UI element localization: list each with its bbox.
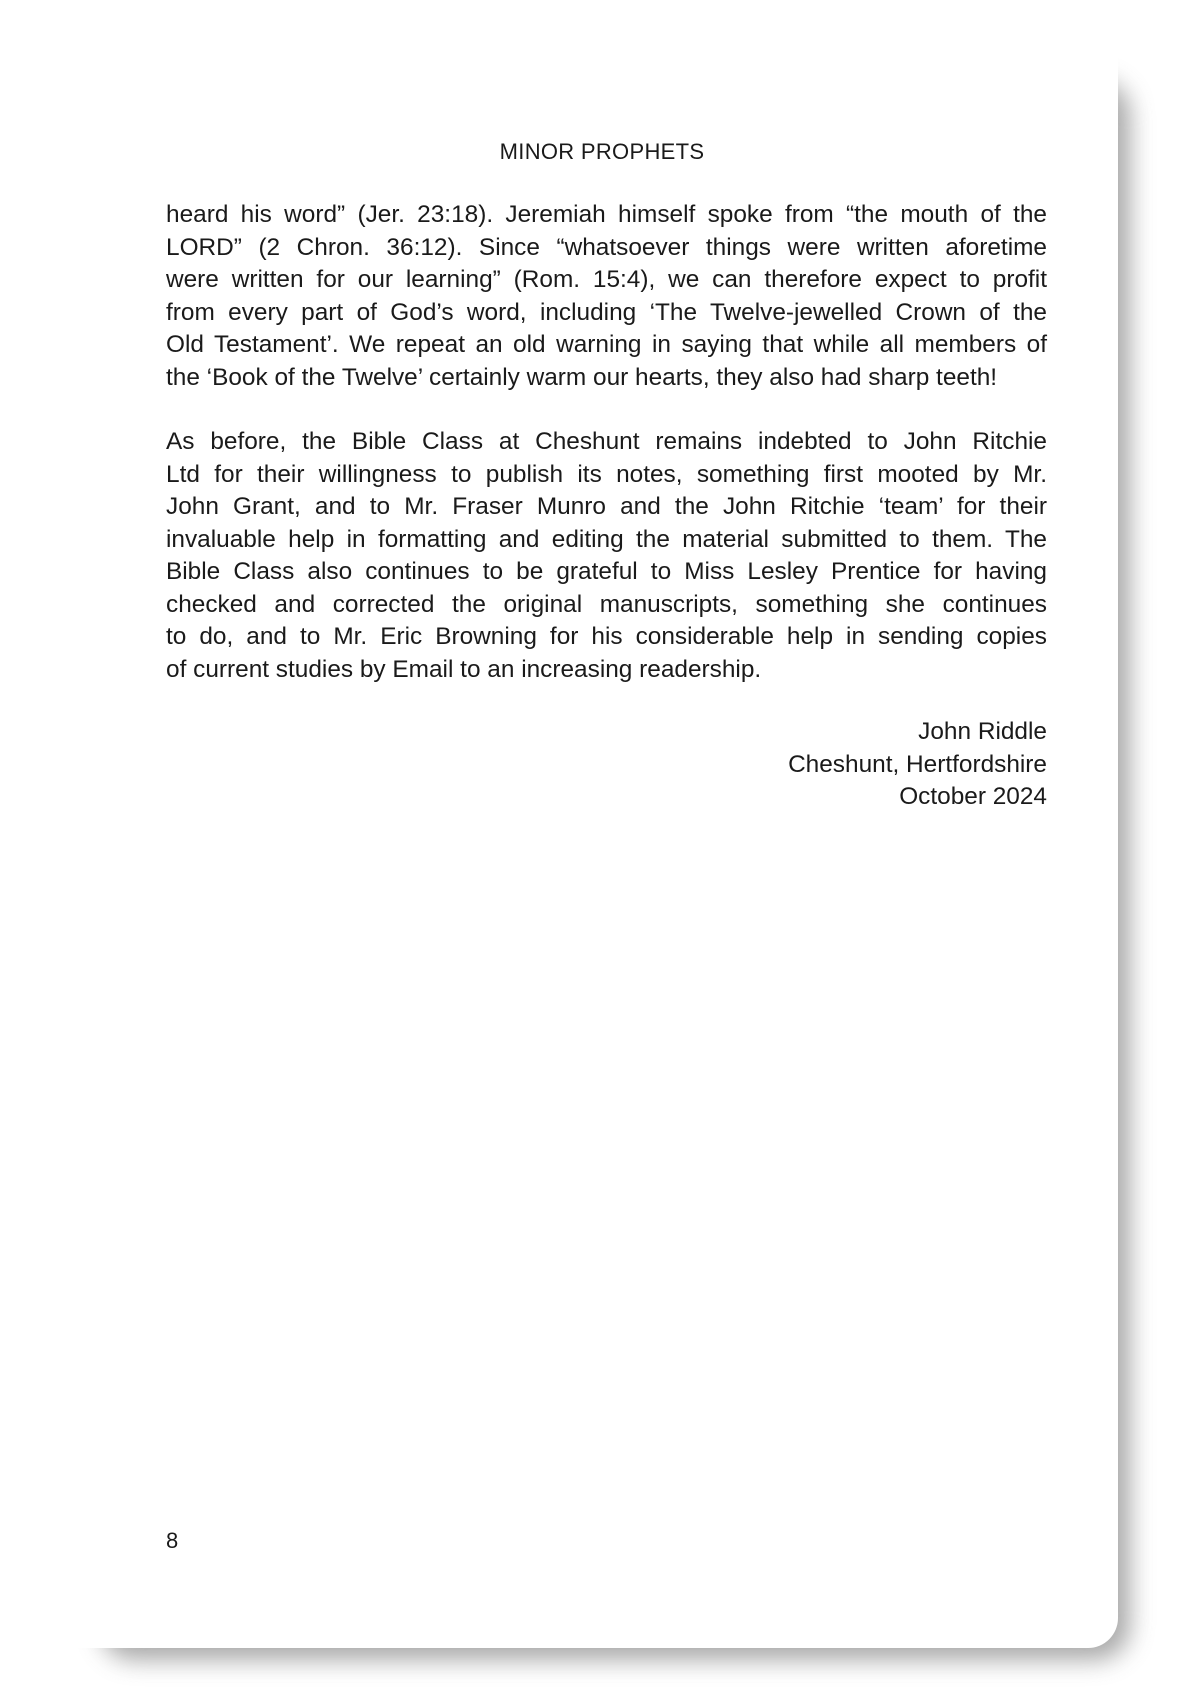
text-line: checked and corrected the original manuscripts, something she continues — [166, 590, 1047, 618]
text-line: were written for our learning” (Rom. 15:4), we can therefore expect to profit — [166, 266, 1047, 293]
paragraph-2 — [166, 426, 1047, 686]
text-line: heard his word” (Jer. 23:18). Jeremiah himself spoke from “the mouth of the — [166, 201, 1047, 228]
text-line: the ‘Book of the Twelve’ certainly warm our hearts, they also had sharp teeth! — [166, 363, 998, 391]
text-line: As before, the Bible Class at Cheshunt remains indebted to John Ritchie — [166, 428, 1047, 455]
running-head: MINOR PROPHETS — [499, 139, 705, 164]
text-line: Ltd for their willingness to publish its notes, something first mooted by Mr. — [166, 460, 1047, 488]
text-line: John Grant, and to Mr. Fraser Munro and the John Ritchie ‘team’ for their — [166, 493, 1047, 520]
text-line: Bible Class also continues to be grateful to Miss Lesley Prentice for having — [166, 558, 1047, 585]
body-text — [166, 199, 1047, 686]
text-line: invaluable help in formatting and editing the material submitted to them. The — [166, 525, 1047, 553]
signature-date: October 2024 — [899, 783, 1047, 810]
text-line: of current studies by Email to an increasing readership. — [166, 655, 762, 683]
text-line: LORD” (2 Chron. 36:12). Since “whatsoever things were written aforetime — [166, 233, 1047, 261]
page-number: 8 — [166, 1528, 179, 1553]
text-line: from every part of God’s word, including ‘The Twelve-jewelled Crown of the — [166, 298, 1047, 326]
paragraph-1 — [166, 199, 1047, 394]
text-line: Old Testament’. We repeat an old warning in saying that while all members of — [166, 331, 1047, 358]
signature-name: John Riddle — [918, 718, 1047, 745]
signature-place: Cheshunt, Hertfordshire — [788, 750, 1047, 778]
signature-block — [560, 716, 1047, 814]
text-line: to do, and to Mr. Eric Browning for his considerable help in sending copies — [166, 623, 1047, 650]
